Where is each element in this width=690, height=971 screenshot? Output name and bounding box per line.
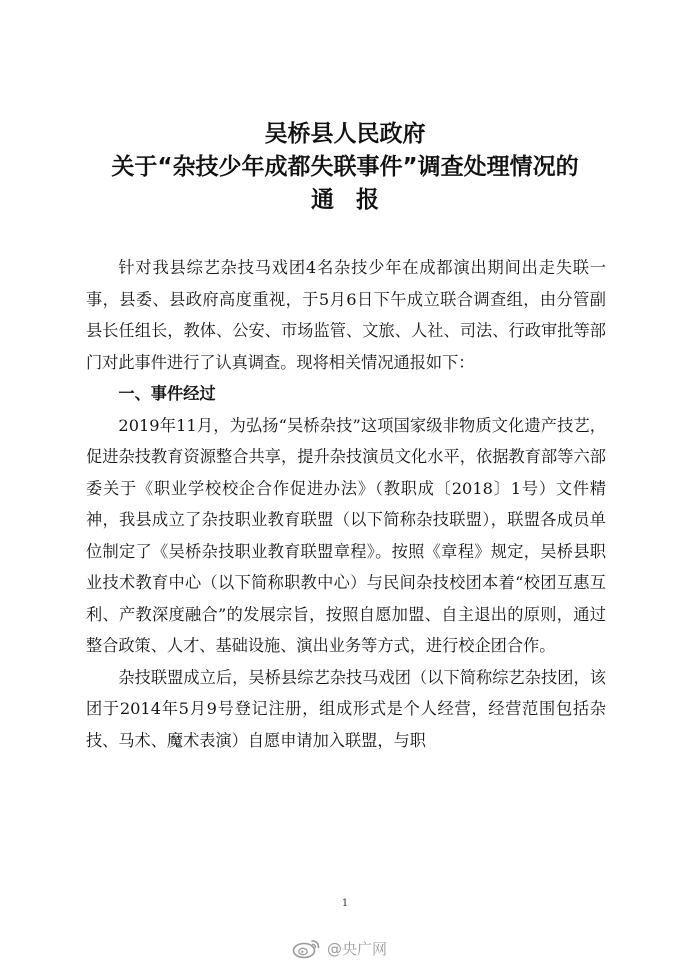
event-paragraph-2: 杂技联盟成立后，吴桥县综艺杂技马戏团（以下简称综艺杂技团，该团于2014年5月9号登记注册，组成形式是个人经营，经营范围包括杂技、马术、魔术表演）自愿申请加入联盟，与职 [86,667,606,750]
title-line-type: 通报 [311,187,401,213]
event-paragraph-1: 2019年11月，为弘扬“吴桥杂技”这项国家级非物质文化遗产技艺，促进杂技教育资源整合共享，提升杂技演员文化水平，依据教育部等六部委关于《职业学校校企合作促进办法》（教职成〔2018〕1号）文件精神，我县成立了杂技职业教育联盟（以下简称杂技联盟），联盟各成员单位制定了《吴桥杂技职业教育联盟章程》。按照《章程》规定，吴桥县职业技术教育中心（以下简称职教中心）与民间杂技校团本着“校团互惠互利、产教深度融合”的发展宗旨，按照自愿加盟、自主退出的原则，通过整合政策、人才、基础设施、演出业务等方式，进行校企团合作。 [86,415,606,655]
title-line-issuer: 吴桥县人民政府 [264,121,426,147]
page-number: 1 [341,898,349,909]
title-line-subject: 关于“杂技少年成都失联事件”调查处理情况的 [111,154,579,180]
section-heading-event: 一、事件经过 [118,384,216,403]
document-title [0,118,690,217]
intro-paragraph: 针对我县综艺杂技马戏团4名杂技少年在成都演出期间出走失联一事，县委、县政府高度重视，于5月6日下午成立联合调查组，由分管副县长任组长，教体、公安、市场监管、文旅、人社、司法、行政审批等部门对此事件进行了认真调查。现将相关情况通报如下： [86,258,606,372]
watermark-text: @央广网 [327,939,388,958]
document-body [86,252,606,756]
weibo-logo-icon [292,937,322,959]
source-watermark [292,935,387,961]
